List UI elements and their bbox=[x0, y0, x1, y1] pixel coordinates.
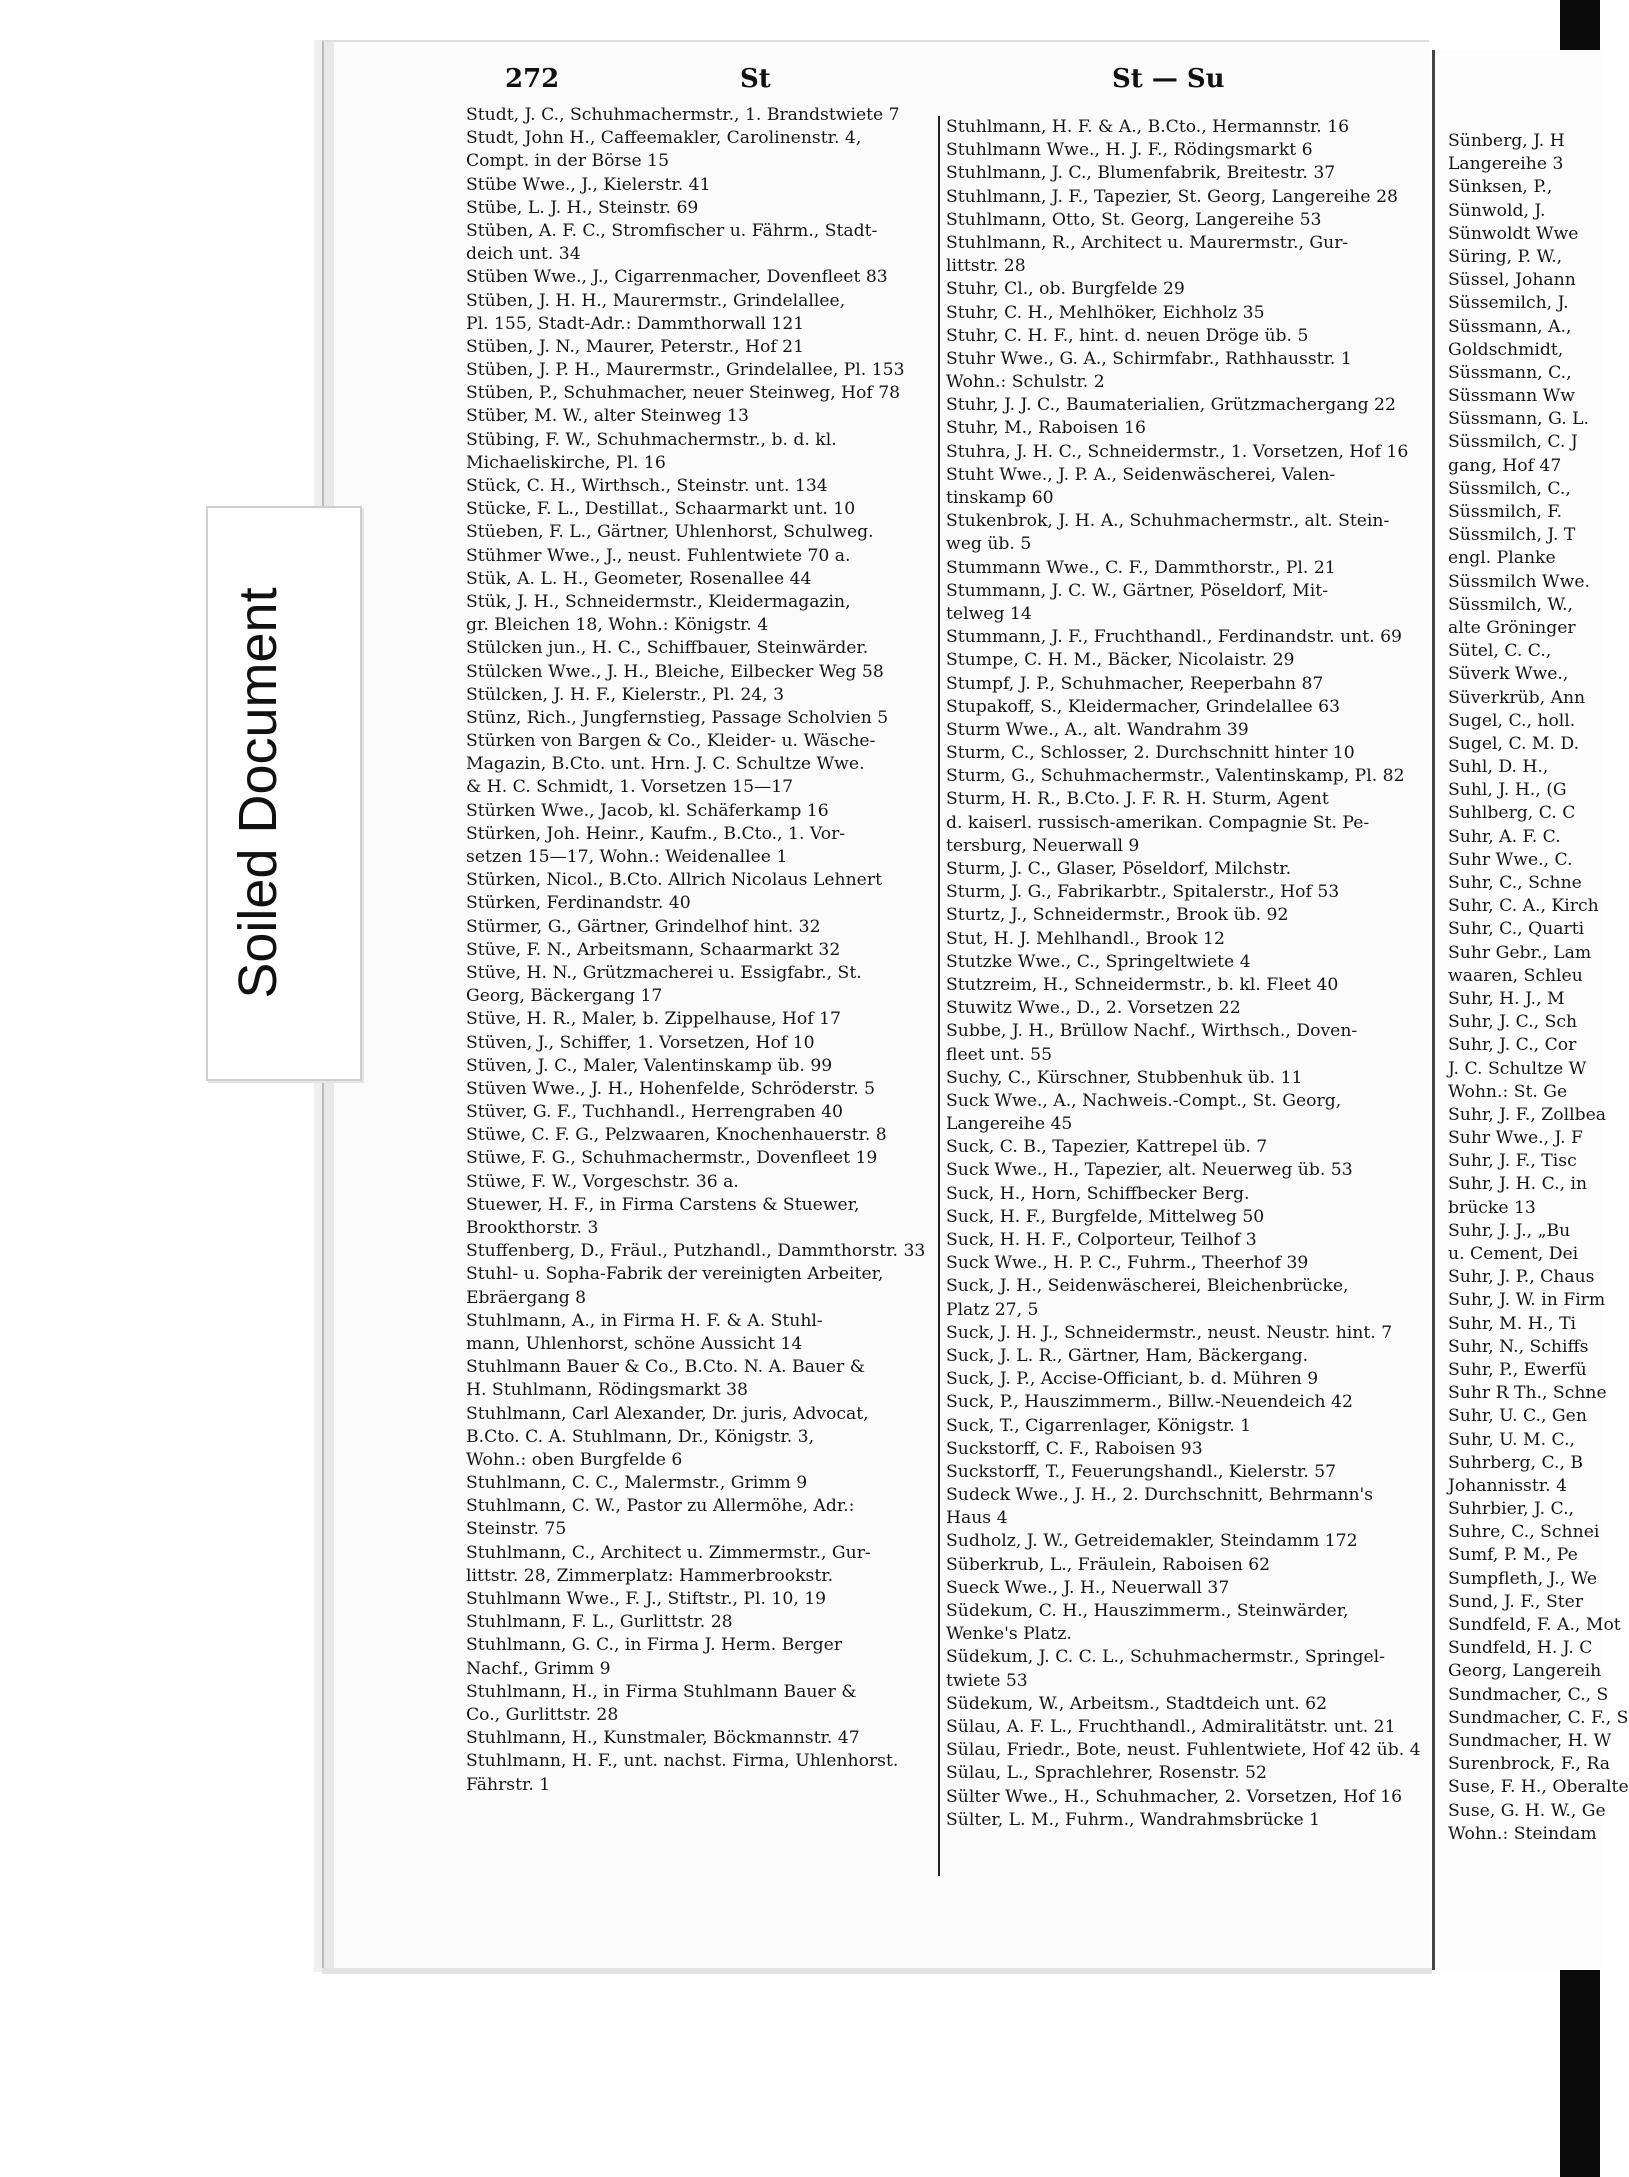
directory-entry-line: Steinstr. 75 bbox=[466, 1519, 567, 1540]
directory-entry-line: gang, Hof 47 bbox=[1448, 455, 1562, 476]
directory-entry-line: Suhr, J. C., Sch bbox=[1448, 1012, 1578, 1033]
directory-entry-line: Suhr, J. C., Cor bbox=[1448, 1035, 1577, 1056]
directory-entry-line: Stüwe, F. G., Schuhmachermstr., Dovenfleet 19 bbox=[466, 1148, 878, 1169]
directory-entry-line: Stürken, Ferdinandstr. 40 bbox=[466, 893, 691, 914]
directory-entry-line: gr. Bleichen 18, Wohn.: Königstr. 4 bbox=[466, 615, 769, 636]
directory-entry-line: Süssmann Ww bbox=[1448, 386, 1576, 407]
directory-entry-line: Stuhl- u. Sopha-Fabrik der vereinigten Arbeiter, bbox=[466, 1264, 884, 1285]
directory-entry-line: Suhr, J. P., Chaus bbox=[1448, 1267, 1595, 1288]
directory-entry-line: Sundmacher, H. W bbox=[1448, 1730, 1612, 1751]
directory-entry-line: Stuhlmann Wwe., H. J. F., Rödingsmarkt 6 bbox=[946, 140, 1313, 161]
directory-entry-line: Stüven, J. C., Maler, Valentinskamp üb. 99 bbox=[466, 1055, 833, 1076]
directory-entry-line: Suhl, D. H., bbox=[1448, 757, 1549, 778]
directory-entry-line: Brookthorstr. 3 bbox=[466, 1218, 599, 1238]
directory-entry-line: Stuhlmann, G. C., in Firma J. Herm. Berger bbox=[466, 1635, 843, 1656]
directory-entry-line: Südekum, C. H., Hauszimmerm., Steinwärder, bbox=[946, 1601, 1349, 1621]
directory-entry-line: Suck, H. H. F., Colporteur, Teilhof 3 bbox=[946, 1230, 1257, 1250]
directory-entry-line: Stüben Wwe., J., Cigarrenmacher, Dovenfleet 83 bbox=[466, 267, 888, 288]
directory-entry-line: Suhr, J. F., Tisc bbox=[1448, 1151, 1577, 1172]
directory-entry-line: Suhlberg, C. C bbox=[1448, 803, 1576, 824]
directory-entry-line: Langereihe 3 bbox=[1448, 154, 1564, 175]
directory-entry-line: Stüven, J., Schiffer, 1. Vorsetzen, Hof 10 bbox=[466, 1032, 815, 1053]
directory-entry-line: weg üb. 5 bbox=[946, 534, 1032, 555]
directory-entry-line: fleet unt. 55 bbox=[946, 1044, 1053, 1065]
directory-entry-line: Sturm Wwe., A., alt. Wandrahm 39 bbox=[946, 719, 1249, 740]
directory-entry-line: Stupakoff, S., Kleidermacher, Grindelallee 63 bbox=[946, 696, 1341, 717]
directory-entry-line: Suhr, C., Quarti bbox=[1448, 919, 1585, 940]
directory-entry-line: Stübe, L. J. H., Steinstr. 69 bbox=[466, 197, 699, 218]
directory-entry-line: Stuhlmann, C. C., Malermstr., Grimm 9 bbox=[466, 1473, 808, 1494]
directory-entry-line: Suhrberg, C., B bbox=[1448, 1452, 1584, 1473]
directory-entry-line: Georg, Bäckergang 17 bbox=[466, 986, 663, 1007]
directory-entry-line: Stürmer, G., Gärtner, Grindelhof hint. 32 bbox=[466, 916, 821, 937]
directory-entry-line: Süssel, Johann bbox=[1448, 270, 1576, 291]
directory-entry-line: littstr. 28 bbox=[946, 256, 1026, 277]
directory-entry-line: Wohn.: oben Burgfelde 6 bbox=[466, 1449, 683, 1470]
directory-entry-line: Stuhr Wwe., G. A., Schirmfabr., Rathhausstr. 1 bbox=[946, 348, 1352, 369]
directory-entry-line: Suhr, M. H., Ti bbox=[1448, 1313, 1577, 1334]
directory-entry-line: Süssmilch Wwe. bbox=[1448, 571, 1590, 592]
directory-entry-line: Süberkrub, L., Fräulein, Raboisen 62 bbox=[946, 1554, 1271, 1575]
directory-entry-line: H. Stuhlmann, Rödingsmarkt 38 bbox=[466, 1380, 748, 1401]
directory-entry-line: Suhr, C. A., Kirch bbox=[1448, 896, 1599, 917]
directory-entry-line: Sünwold, J. bbox=[1448, 200, 1546, 221]
directory-entry-line: Suck, H. F., Burgfelde, Mittelweg 50 bbox=[946, 1206, 1265, 1227]
directory-entry-line: twiete 53 bbox=[946, 1670, 1028, 1691]
directory-entry-line: Sugel, C. M. D. bbox=[1448, 733, 1580, 754]
directory-entry-line: Stüben, A. F. C., Stromfischer u. Fährm., Stadt- bbox=[466, 220, 878, 241]
directory-entry-line: Stürken von Bargen & Co., Kleider- u. Wäsche- bbox=[466, 731, 876, 752]
directory-entry-line: Stuhr, Cl., ob. Burgfelde 29 bbox=[946, 279, 1185, 300]
directory-entry-line: Stuhlmann, Otto, St. Georg, Langereihe 53 bbox=[946, 209, 1322, 230]
directory-entry-line: Stuffenberg, D., Fräul., Putzhandl., Dammthorstr. 33 bbox=[466, 1241, 926, 1262]
directory-entry-line: Stürken, Joh. Heinr., Kaufm., B.Cto., 1. Vor- bbox=[466, 823, 846, 844]
directory-entry-line: Stünz, Rich., Jungfernstieg, Passage Scholvien 5 bbox=[466, 707, 889, 728]
directory-entry-line: Stuhlmann Wwe., F. J., Stiftstr., Pl. 10, 19 bbox=[466, 1589, 827, 1609]
directory-entry-line: Subbe, J. H., Brüllow Nachf., Wirthsch., Doven- bbox=[946, 1021, 1358, 1042]
directory-entry-line: Sturtz, J., Schneidermstr., Brook üb. 92 bbox=[946, 905, 1289, 926]
page-number: 272 bbox=[505, 64, 560, 94]
directory-entry-line: Stürken Wwe., Jacob, kl. Schäferkamp 16 bbox=[466, 800, 829, 821]
directory-entry-line: mann, Uhlenhorst, schöne Aussicht 14 bbox=[466, 1333, 803, 1354]
directory-entry-line: Suhr, J. H. C., in bbox=[1448, 1174, 1588, 1195]
middle-column bbox=[938, 116, 1421, 1876]
directory-entry-line: Stüeben, F. L., Gärtner, Uhlenhorst, Schulweg. bbox=[466, 522, 874, 543]
directory-entry-line: tersburg, Neuerwall 9 bbox=[946, 835, 1140, 856]
directory-entry-line: Sundfeld, H. J. C bbox=[1448, 1638, 1593, 1659]
directory-entry-line: J. C. Schultze W bbox=[1448, 1058, 1587, 1079]
directory-entry-line: Suhr, P., Ewerfü bbox=[1448, 1359, 1587, 1380]
directory-entry-line: Stuhlmann, H. F. & A., B.Cto., Hermannstr. 16 bbox=[946, 117, 1350, 137]
directory-entry-line: Stüve, H. R., Maler, b. Zippelhause, Hof 17 bbox=[466, 1009, 841, 1030]
directory-entry-line: Suck, P., Hauszimmerm., Billw.-Neuendeich 42 bbox=[946, 1392, 1353, 1413]
directory-entry-line: Magazin, B.Cto. unt. Hrn. J. C. Schultze Wwe. bbox=[466, 754, 865, 775]
directory-entry-line: Suhr, U. C., Gen bbox=[1448, 1406, 1587, 1427]
directory-entry-line: Stuhr, J. J. C., Baumaterialien, Grützmachergang 22 bbox=[946, 395, 1396, 416]
directory-entry-line: Stüwe, C. F. G., Pelzwaaren, Knochenhauerstr. 8 bbox=[466, 1125, 887, 1146]
directory-entry-line: Sünberg, J. H bbox=[1448, 131, 1565, 151]
directory-entry-line: Stüven Wwe., J. H., Hohenfelde, Schröderstr. 5 bbox=[466, 1078, 876, 1099]
directory-entry-line: Stüber, M. W., alter Steinweg 13 bbox=[466, 406, 749, 427]
directory-entry-line: Stüben, P., Schuhmacher, neuer Steinweg, Hof 78 bbox=[466, 383, 901, 404]
directory-entry-line: Suhr, J. F., Zollbea bbox=[1448, 1104, 1606, 1125]
directory-entry-line: Suhl, J. H., (G bbox=[1448, 780, 1567, 801]
directory-entry-line: Süssemilch, J. bbox=[1448, 293, 1569, 314]
directory-entry-line: Stülcken jun., H. C., Schiffbauer, Steinwärder. bbox=[466, 638, 869, 659]
directory-entry-line: Sugel, C., holl. bbox=[1448, 710, 1576, 731]
directory-entry-line: Sünksen, P., bbox=[1448, 177, 1553, 198]
directory-entry-line: Haus 4 bbox=[946, 1508, 1008, 1529]
directory-entry-line: Sueck Wwe., J. H., Neuerwall 37 bbox=[946, 1577, 1230, 1598]
directory-entry-line: Stuhlmann, J. F., Tapezier, St. Georg, Langereihe 28 bbox=[946, 186, 1398, 207]
directory-entry-line: Stuhra, J. H. C., Schneidermstr., 1. Vorsetzen, Hof 16 bbox=[946, 441, 1409, 462]
directory-entry-line: alte Gröninger bbox=[1448, 617, 1576, 638]
directory-entry-line: Stürken, Nicol., B.Cto. Allrich Nicolaus Lehnert bbox=[466, 870, 882, 891]
directory-entry-line: Süverkrüb, Ann bbox=[1448, 687, 1586, 708]
directory-entry-line: Suhr R Th., Schne bbox=[1448, 1383, 1607, 1404]
directory-entry-line: waaren, Schleu bbox=[1448, 965, 1583, 986]
directory-entry-line: Süssmilch, W., bbox=[1448, 594, 1573, 615]
directory-entry-line: Suhr, U. M. C., bbox=[1448, 1429, 1575, 1450]
directory-entry-line: Suhr, H. J., M bbox=[1448, 988, 1565, 1009]
directory-entry-line: Stutzke Wwe., C., Springeltwiete 4 bbox=[946, 951, 1251, 972]
directory-entry-line: Sudholz, J. W., Getreidemakler, Steindamm 172 bbox=[946, 1531, 1358, 1552]
directory-entry-line: Wohn.: Schulstr. 2 bbox=[946, 372, 1105, 393]
directory-entry-line: Stuhlmann, A., in Firma H. F. & A. Stuhl- bbox=[466, 1310, 823, 1331]
directory-entry-line: Stüwe, F. W., Vorgeschstr. 36 a. bbox=[466, 1171, 739, 1192]
directory-entry-line: Stuht Wwe., J. P. A., Seidenwäscherei, Valen- bbox=[946, 464, 1336, 485]
directory-entry-line: littstr. 28, Zimmerplatz: Hammerbrookstr. bbox=[466, 1565, 834, 1586]
directory-entry-line: Stutzreim, H., Schneidermstr., b. kl. Fleet 40 bbox=[946, 974, 1339, 995]
directory-entry-line: Sülter Wwe., H., Schuhmacher, 2. Vorsetzen, Hof 16 bbox=[946, 1786, 1403, 1807]
directory-entry-line: Stuhlmann, H., Kunstmaler, Böckmannstr. 47 bbox=[466, 1728, 860, 1749]
directory-entry-line: Sünwoldt Wwe bbox=[1448, 223, 1579, 244]
directory-entry-line: Suhrbier, J. C., bbox=[1448, 1499, 1574, 1520]
directory-entry-line: Wenke's Platz. bbox=[946, 1624, 1072, 1645]
directory-entry-line: brücke 13 bbox=[1448, 1197, 1536, 1218]
directory-entry-line: Sudeck Wwe., J. H., 2. Durchschnitt, Behrmann's bbox=[946, 1485, 1374, 1506]
directory-entry-line: Süssmilch, F. bbox=[1448, 502, 1563, 522]
directory-entry-line: Suck, T., Cigarrenlager, Königstr. 1 bbox=[946, 1415, 1252, 1436]
directory-entry-line: Stuhlmann, J. C., Blumenfabrik, Breitestr. 37 bbox=[946, 163, 1336, 184]
directory-entry-line: Stüben, J. H. H., Maurermstr., Grindelallee, bbox=[466, 290, 846, 311]
directory-entry-line: Stummann, J. F., Fruchthandl., Ferdinandstr. unt. 69 bbox=[946, 627, 1402, 648]
directory-entry-line: deich unt. 34 bbox=[466, 244, 581, 265]
directory-entry-line: Stüben, J. P. H., Maurermstr., Grindelallee, Pl. 153 bbox=[466, 360, 905, 381]
directory-entry-line: Stuewer, H. F., in Firma Carstens & Stuewer, bbox=[466, 1194, 860, 1215]
directory-entry-line: Wohn.: St. Ge bbox=[1448, 1081, 1568, 1102]
directory-entry-line: Suck, J. P., Accise-Officiant, b. d. Mühren 9 bbox=[946, 1369, 1319, 1390]
directory-entry-line: Stuhlmann, C., Architect u. Zimmermstr., Gur- bbox=[466, 1542, 871, 1563]
directory-entry-line: Stumpe, C. H. M., Bäcker, Nicolaistr. 29 bbox=[946, 650, 1295, 671]
directory-entry-line: Suhr, N., Schiffs bbox=[1448, 1336, 1589, 1357]
directory-entry-line: Stübing, F. W., Schuhmachermstr., b. d. kl. bbox=[466, 429, 837, 450]
directory-entry-line: Suse, G. H. W., Ge bbox=[1448, 1800, 1606, 1821]
directory-entry-line: Suhr, J. W. in Firm bbox=[1448, 1290, 1606, 1311]
directory-entry-line: Süssmilch, J. T bbox=[1448, 525, 1576, 546]
directory-entry-line: telweg 14 bbox=[946, 603, 1032, 624]
directory-entry-line: Stut, H. J. Mehlhandl., Brook 12 bbox=[946, 928, 1225, 949]
directory-entry-line: Sturm, J. C., Glaser, Pöseldorf, Milchstr. bbox=[946, 859, 1292, 879]
directory-entry-line: Stuhlmann, H., in Firma Stuhlmann Bauer & bbox=[466, 1681, 857, 1702]
directory-entry-line: Sundfeld, F. A., Mot bbox=[1448, 1615, 1621, 1635]
directory-entry-line: Suchy, C., Kürschner, Stubbenhuk üb. 11 bbox=[946, 1067, 1303, 1088]
directory-entry-line: Johannisstr. 4 bbox=[1448, 1475, 1567, 1496]
directory-entry-line: Stukenbrok, J. H. A., Schuhmachermstr., alt. Stein- bbox=[946, 511, 1390, 532]
directory-entry-line: u. Cement, Dei bbox=[1448, 1244, 1579, 1264]
directory-entry-line: Studt, John H., Caffeemakler, Carolinenstr. 4, bbox=[466, 128, 862, 149]
directory-entry-line: Stumpf, J. P., Schuhmacher, Reeperbahn 87 bbox=[946, 673, 1324, 694]
directory-entry-line: Suck Wwe., H., Tapezier, alt. Neuerweg üb. 53 bbox=[946, 1160, 1353, 1181]
directory-entry-line: Suhr, C., Schne bbox=[1448, 873, 1582, 893]
directory-entry-line: Sturm, G., Schuhmachermstr., Valentinskamp, Pl. 82 bbox=[946, 766, 1405, 787]
directory-entry-line: Sund, J. F., Ster bbox=[1448, 1591, 1584, 1612]
directory-entry-line: Sturm, H. R., B.Cto. J. F. R. H. Sturm, Agent bbox=[946, 789, 1329, 810]
directory-entry-line: Süssmilch, C., bbox=[1448, 478, 1571, 499]
directory-entry-line: Ebräergang 8 bbox=[466, 1287, 587, 1308]
directory-entry-line: Stühmer Wwe., J., neust. Fuhlentwiete 70 a. bbox=[466, 545, 851, 566]
directory-entry-line: d. kaiserl. russisch-amerikan. Compagnie St. Pe- bbox=[946, 812, 1370, 833]
directory-entry-line: Stüve, F. N., Arbeitsmann, Schaarmarkt 32 bbox=[466, 939, 841, 960]
directory-entry-line: Süssmilch, C. J bbox=[1448, 432, 1578, 453]
directory-entry-line: Stuhlmann, R., Architect u. Maurermstr., Gur- bbox=[946, 232, 1349, 253]
directory-entry-line: Sturm, J. G., Fabrikarbtr., Spitalerstr., Hof 53 bbox=[946, 882, 1340, 903]
directory-entry-line: Studt, J. C., Schuhmachermstr., 1. Brandstwiete 7 bbox=[466, 105, 900, 125]
directory-entry-line: Michaeliskirche, Pl. 16 bbox=[466, 452, 666, 473]
directory-entry-line: Stück, C. H., Wirthsch., Steinstr. unt. 134 bbox=[466, 476, 828, 496]
directory-entry-line: Suck, J. H. J., Schneidermstr., neust. Neustr. hint. 7 bbox=[946, 1322, 1393, 1343]
directory-entry-line: Suck, C. B., Tapezier, Kattrepel üb. 7 bbox=[946, 1137, 1268, 1158]
directory-entry-line: Co., Gurlittstr. 28 bbox=[466, 1704, 619, 1725]
page-bottom-edge bbox=[322, 1968, 1432, 1974]
directory-entry-line: Stük, J. H., Schneidermstr., Kleidermagazin, bbox=[466, 591, 851, 612]
directory-entry-line: Suck Wwe., H. P. C., Fuhrm., Theerhof 39 bbox=[946, 1253, 1309, 1274]
directory-entry-line: Pl. 155, Stadt-Adr.: Dammthorwall 121 bbox=[466, 313, 805, 334]
directory-entry-line: Stuwitz Wwe., D., 2. Vorsetzen 22 bbox=[946, 998, 1241, 1019]
directory-entry-line: Südekum, J. C. C. L., Schuhmachermstr., Springel- bbox=[946, 1647, 1385, 1668]
directory-entry-line: Sundmacher, C., S bbox=[1448, 1684, 1609, 1705]
directory-entry-line: Suhr Wwe., J. F bbox=[1448, 1128, 1583, 1149]
directory-entry-line: Stülcken Wwe., J. H., Bleiche, Eilbecker Weg 58 bbox=[466, 661, 884, 682]
directory-entry-line: Südekum, W., Arbeitsm., Stadtdeich unt. 62 bbox=[946, 1693, 1328, 1714]
directory-entry-line: Stummann, J. C. W., Gärtner, Pöseldorf, Mit- bbox=[946, 580, 1329, 601]
directory-entry-line: Suck, J. L. R., Gärtner, Ham, Bäckergang. bbox=[946, 1345, 1309, 1366]
directory-entry-line: Stuhr, C. H. F., hint. d. neuen Dröge üb. 5 bbox=[946, 325, 1309, 346]
directory-entry-line: Suhr Wwe., C. bbox=[1448, 849, 1573, 870]
directory-entry-line: Stummann Wwe., C. F., Dammthorstr., Pl. 21 bbox=[946, 557, 1336, 578]
left-column bbox=[466, 104, 951, 1797]
directory-entry-line: Suhr, A. F. C. bbox=[1448, 826, 1561, 847]
directory-entry-line: Stuhlmann, Carl Alexander, Dr. juris, Advocat, bbox=[466, 1403, 869, 1424]
directory-entry-line: Suse, F. H., Oberalte bbox=[1448, 1777, 1629, 1798]
directory-entry-line: Stük, A. L. H., Geometer, Rosenallee 44 bbox=[466, 568, 812, 589]
directory-entry-line: Suck Wwe., A., Nachweis.-Compt., St. Georg, bbox=[946, 1090, 1342, 1111]
header-left: St bbox=[740, 64, 771, 94]
directory-entry-line: Sumf, P. M., Pe bbox=[1448, 1545, 1578, 1566]
directory-entry-line: Süssmann, A., bbox=[1448, 316, 1572, 337]
directory-entry-line: Langereihe 45 bbox=[946, 1114, 1073, 1135]
directory-entry-line: Stuhlmann, F. L., Gurlittstr. 28 bbox=[466, 1612, 733, 1633]
directory-entry-line: Stuhr, M., Raboisen 16 bbox=[946, 418, 1146, 439]
directory-entry-line: Sülau, A. F. L., Fruchthandl., Admiralitätstr. unt. 21 bbox=[946, 1716, 1396, 1737]
directory-entry-line: Süverk Wwe., bbox=[1448, 664, 1569, 685]
directory-entry-line: Suckstorff, C. F., Raboisen 93 bbox=[946, 1438, 1203, 1459]
directory-entry-line: Stüver, G. F., Tuchhandl., Herrengraben 40 bbox=[466, 1102, 843, 1123]
directory-entry-line: Süring, P. W., bbox=[1448, 246, 1563, 267]
directory-entry-line: setzen 15—17, Wohn.: Weidenallee 1 bbox=[466, 847, 788, 867]
directory-entry-line: Sülau, Friedr., Bote, neust. Fuhlentwiete, Hof 42 üb. 4 bbox=[946, 1740, 1421, 1761]
directory-entry-line: Stuhlmann, H. F., unt. nachst. Firma, Uhlenhorst. bbox=[466, 1751, 899, 1772]
directory-entry-line: Suhr, J. J., „Bu bbox=[1448, 1220, 1571, 1241]
directory-entry-line: Suck, J. H., Seidenwäscherei, Bleichenbrücke, bbox=[946, 1276, 1349, 1297]
directory-entry-line: Stüben, J. N., Maurer, Peterstr., Hof 21 bbox=[466, 336, 805, 357]
directory-entry-line: Sülau, L., Sprachlehrer, Rosenstr. 52 bbox=[946, 1763, 1267, 1784]
directory-entry-line: Suck, H., Horn, Schiffbecker Berg. bbox=[946, 1183, 1250, 1204]
directory-entry-line: Stüve, H. N., Grützmacherei u. Essigfabr., St. bbox=[466, 962, 862, 983]
directory-entry-line: Surenbrock, F., Ra bbox=[1448, 1754, 1611, 1775]
directory-entry-line: Suhr Gebr., Lam bbox=[1448, 942, 1592, 963]
directory-entry-line: Wohn.: Steindam bbox=[1448, 1823, 1597, 1844]
directory-entry-line: Georg, Langereih bbox=[1448, 1661, 1602, 1682]
directory-entry-line: Sumpfleth, J., We bbox=[1448, 1568, 1598, 1589]
directory-entry-line: Compt. in der Börse 15 bbox=[466, 151, 670, 172]
directory-entry-line: Stuhr, C. H., Mehlhöker, Eichholz 35 bbox=[946, 302, 1265, 323]
directory-entry-line: Süssmann, G. L. bbox=[1448, 409, 1590, 430]
directory-entry-line: Suckstorff, T., Feuerungshandl., Kielerstr. 57 bbox=[946, 1461, 1337, 1482]
directory-entry-line: Sundmacher, C. F., S bbox=[1448, 1707, 1629, 1728]
directory-entry-line: Suhre, C., Schnei bbox=[1448, 1522, 1600, 1543]
directory-entry-line: & H. C. Schmidt, 1. Vorsetzen 15—17 bbox=[466, 777, 794, 798]
sticker-label-text: Soiled Document bbox=[228, 587, 288, 999]
directory-entry-line: Platz 27, 5 bbox=[946, 1299, 1039, 1320]
directory-entry-line: Stuhlmann Bauer & Co., B.Cto. N. A. Bauer & bbox=[466, 1357, 866, 1378]
directory-entry-line: Süssmann, C., bbox=[1448, 362, 1572, 383]
directory-entry-line: Sütel, C. C., bbox=[1448, 641, 1552, 662]
directory-entry-line: engl. Planke bbox=[1448, 548, 1556, 569]
directory-entry-line: Stülcken, J. H. F., Kielerstr., Pl. 24, 3 bbox=[466, 684, 785, 705]
directory-entry-line: Goldschmidt, bbox=[1448, 339, 1564, 360]
directory-entry-line: Nachf., Grimm 9 bbox=[466, 1658, 611, 1679]
header-right: St — Su bbox=[1112, 64, 1225, 94]
directory-entry-line: Stuhlmann, C. W., Pastor zu Allermöhe, Adr.: bbox=[466, 1496, 855, 1517]
directory-entry-line: Sülter, L. M., Fuhrm., Wandrahmsbrücke 1 bbox=[946, 1809, 1321, 1830]
right-column-partial bbox=[1448, 130, 1629, 1846]
directory-entry-line: Fährstr. 1 bbox=[466, 1774, 551, 1795]
directory-entry-line: Stübe Wwe., J., Kielerstr. 41 bbox=[466, 174, 711, 195]
directory-entry-line: tinskamp 60 bbox=[946, 488, 1054, 508]
directory-entry-line: Stücke, F. L., Destillat., Schaarmarkt unt. 10 bbox=[466, 499, 856, 520]
directory-entry-line: Sturm, C., Schlosser, 2. Durchschnitt hinter 10 bbox=[946, 743, 1355, 764]
directory-entry-line: B.Cto. C. A. Stuhlmann, Dr., Königstr. 3, bbox=[466, 1426, 815, 1447]
